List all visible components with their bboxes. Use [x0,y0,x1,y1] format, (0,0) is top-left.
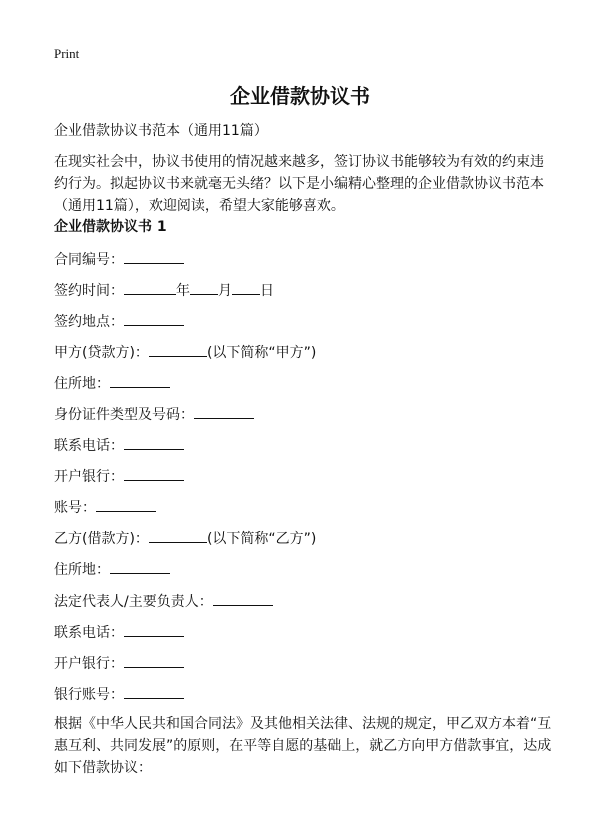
field-label: 银行账号： [54,687,124,703]
field-label: 开户银行： [54,656,124,672]
blank-line [149,342,207,357]
blank-line [124,435,184,450]
blank-line [124,684,184,699]
field-label: 账号： [54,500,96,516]
field-sign-place [54,311,184,331]
field-id-type [54,404,254,424]
field-label: 联系电话： [54,438,124,454]
closing-paragraph: 根据《中华人民共和国合同法》及其他相关法律、法规的规定，甲乙双方本着“互惠互利、共同发展”的原则，在平等自愿的基础上，就乙方向甲方借款事宜，达成如下借款协议： [54,716,552,776]
blank-line [124,249,184,264]
field-address-a [54,373,170,393]
blank-line [213,591,273,606]
blank-line [124,653,184,668]
field-label: 签约地点： [54,314,124,330]
field-party-b [54,528,316,548]
subtitle: 企业借款协议书范本（通用11篇） [54,123,268,139]
blank-line [190,280,218,295]
field-phone-b [54,622,184,642]
blank-line [124,311,184,326]
blank-line [149,528,207,543]
field-label: 乙方(借款方)： [54,531,149,547]
field-label: 联系电话： [54,625,124,641]
field-address-b [54,559,170,579]
field-sign-time [54,280,274,300]
field-contract-no [54,249,184,269]
field-label: 住所地： [54,562,110,578]
year-label: 年 [176,283,190,299]
field-party-a [54,342,316,362]
field-bank-a [54,466,184,486]
field-label: 开户银行： [54,469,124,485]
blank-line [232,280,260,295]
field-bank-b [54,653,184,673]
blank-line [124,280,176,295]
blank-line [124,622,184,637]
field-legal-rep [54,591,273,611]
field-label: 合同编号： [54,252,124,268]
field-phone-a [54,435,184,455]
month-label: 月 [218,283,232,299]
field-label: 身份证件类型及号码： [54,407,194,423]
page-title: 企业借款协议书 [230,84,370,108]
section-heading: 企业借款协议书 1 [54,219,167,235]
field-account-b [54,684,184,704]
field-label: 签约时间： [54,283,124,299]
blank-line [194,404,254,419]
field-label: 法定代表人/主要负责人： [54,594,213,610]
intro-paragraph: 在现实社会中，协议书使用的情况越来越多，签订协议书能够较为有效的约束违约行为。拟起协议书来就毫无头绪？以下是小编精心整理的企业借款协议书范本（通用11篇），欢迎阅读，希望大家能够喜欢。 [54,154,544,214]
day-label: 日 [260,283,274,299]
blank-line [124,466,184,481]
blank-line [110,373,170,388]
blank-line [96,497,156,512]
field-account-a [54,497,156,517]
blank-line [110,559,170,574]
print-link[interactable]: Print [54,46,80,61]
field-suffix: (以下简称“甲方”) [206,345,317,361]
field-suffix: (以下简称“乙方”) [206,531,317,547]
field-label: 甲方(贷款方)： [54,345,149,361]
field-label: 住所地： [54,376,110,392]
